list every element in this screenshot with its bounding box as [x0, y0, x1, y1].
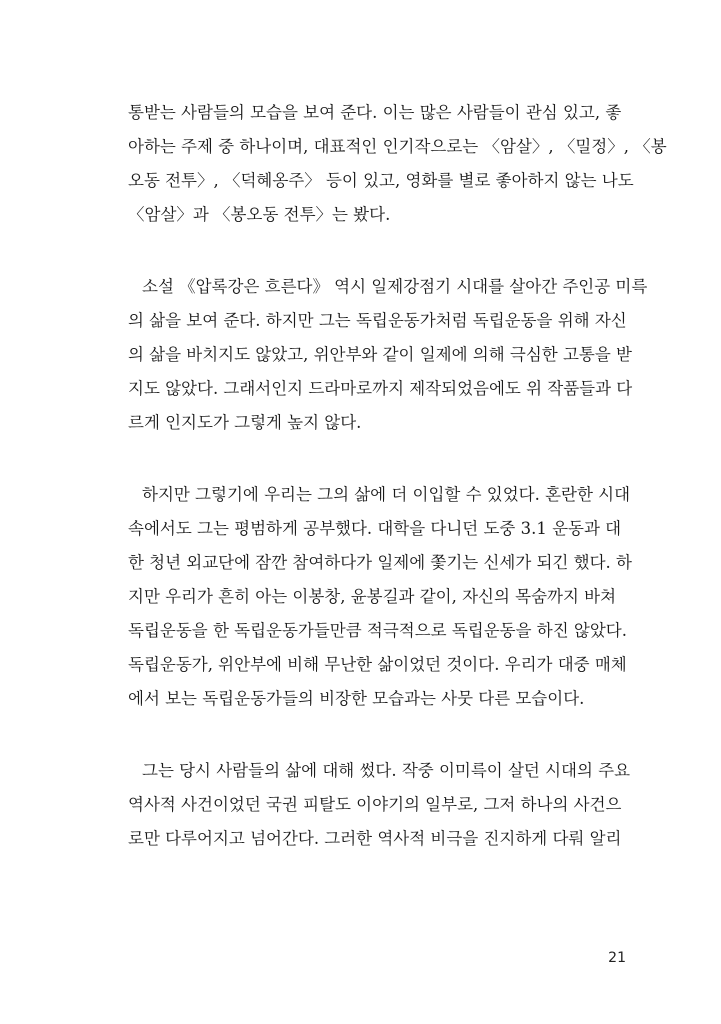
text-line: 통받는 사람들의 모습을 보여 준다. 이는 많은 사람들이 관심 있고, 좋 — [128, 103, 622, 122]
paragraph-1 — [128, 96, 667, 232]
text-line: 르게 인지도가 그렇게 높지 않다. — [128, 413, 362, 432]
text-line: 독립운동을 한 독립운동가들만큼 적극적으로 독립운동을 하진 않았다. — [128, 621, 627, 640]
text-line: 에서 보는 독립운동가들의 비장한 모습과는 사뭇 다른 모습이다. — [128, 689, 585, 708]
paragraph-3 — [128, 478, 632, 716]
text-line: 역사적 사건이었던 국권 피탈도 이야기의 일부로, 그저 하나의 사건으 — [128, 795, 622, 814]
body-text — [128, 96, 667, 856]
paragraph-gap — [128, 716, 598, 754]
page-number: 21 — [608, 950, 626, 966]
paragraph-gap — [128, 232, 598, 270]
paragraph-2 — [128, 270, 648, 440]
text-line: 지만 우리가 흔히 아는 이봉창, 윤봉길과 같이, 자신의 목숨까지 바쳐 — [128, 587, 617, 606]
text-line: 아하는 주제 중 하나이며, 대표적인 인기작으로는 〈암살〉, 〈밀정〉, 〈봉 — [128, 137, 667, 156]
text-line: 지도 않았다. 그래서인지 드라마로까지 제작되었음에도 위 작품들과 다 — [128, 379, 633, 398]
text-line: 독립운동가, 위안부에 비해 무난한 삶이었던 것이다. 우리가 대중 매체 — [128, 655, 627, 674]
text-line: 속에서도 그는 평범하게 공부했다. 대학을 다니던 도중 3.1 운동과 대 — [128, 519, 622, 538]
text-line: 〈암살〉과 〈봉오동 전투〉는 봤다. — [128, 205, 391, 224]
text-line: 의 삶을 보여 준다. 하지만 그는 독립운동가처럼 독립운동을 위해 자신 — [128, 311, 627, 330]
paragraph-4 — [128, 754, 631, 856]
text-line: 하지만 그렇기에 우리는 그의 삶에 더 이입할 수 있었다. 혼란한 시대 — [142, 485, 631, 504]
text-line: 소설 《압록강은 흐른다》 역시 일제강점기 시대를 살아간 주인공 미륵 — [142, 277, 648, 296]
paragraph-gap — [128, 440, 598, 478]
text-line: 로만 다루어지고 넘어간다. 그러한 역사적 비극을 진지하게 다뤄 알리 — [128, 829, 622, 848]
text-line: 의 삶을 바치지도 않았고, 위안부와 같이 일제에 의해 극심한 고통을 받 — [128, 345, 632, 364]
text-line: 한 청년 외교단에 잠깐 참여하다가 일제에 쫓기는 신세가 되긴 했다. 하 — [128, 553, 632, 572]
text-line: 그는 당시 사람들의 삶에 대해 썼다. 작중 이미륵이 살던 시대의 주요 — [142, 761, 631, 780]
text-line: 오동 전투〉, 〈덕혜옹주〉 등이 있고, 영화를 별로 좋아하지 않는 나도 — [128, 171, 634, 190]
